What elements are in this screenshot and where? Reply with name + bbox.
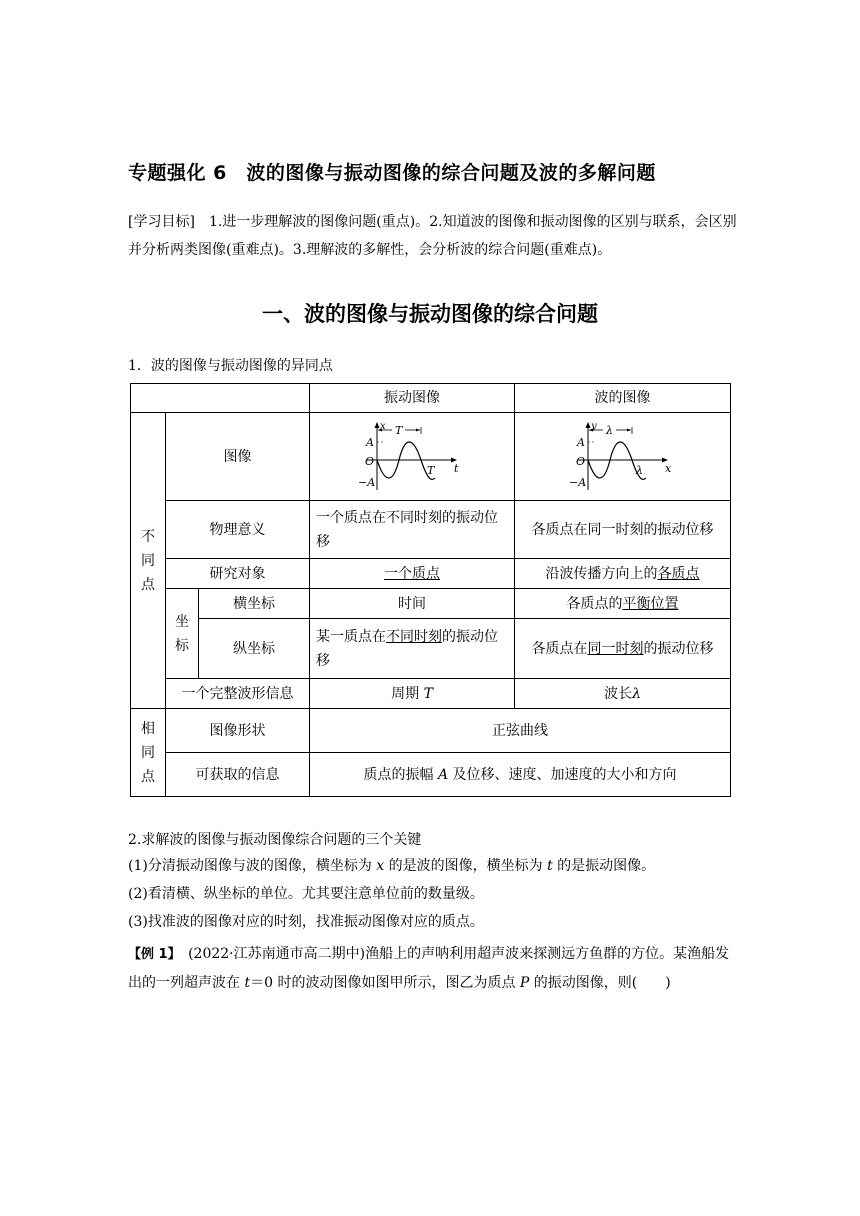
vib-period-label: T (427, 463, 435, 477)
header-vibration: 振动图像 (310, 384, 515, 413)
shape-value: 正弦曲线 (310, 709, 731, 753)
vib-amp-neg: −A (358, 475, 376, 489)
same-label-cell (131, 709, 166, 797)
example-1-var-p: P (519, 975, 530, 991)
row-label-obtain: 可获取的信息 (166, 753, 310, 797)
object-wave-underlined: 各质点 (657, 565, 700, 582)
table-row (131, 589, 731, 619)
ordinate-wave-suffix: 的振动位移 (643, 640, 714, 657)
object-wave-text: 沿波传播方向上的 (545, 565, 658, 582)
wave-graph-cell (515, 413, 731, 501)
key-3: (3)找准波的图像对应的时刻，找准振动图像对应的质点。 (128, 914, 484, 930)
info-vibration-cell (310, 679, 515, 709)
comparison-table (130, 383, 731, 797)
table-header-row (131, 384, 731, 413)
object-vibration-cell (310, 559, 515, 589)
header-wave: 波的图像 (515, 384, 731, 413)
table-row (131, 753, 731, 797)
vibration-graph-cell (310, 413, 515, 501)
vibration-graph (357, 420, 467, 494)
group-label-cell (131, 413, 166, 709)
object-vibration: 一个质点 (384, 565, 441, 582)
vib-origin: O (365, 454, 375, 468)
row-label-abscissa: 横坐标 (199, 589, 310, 619)
object-wave-cell (515, 559, 731, 589)
info-wave-var: λ (632, 685, 641, 702)
example-1 (128, 940, 740, 997)
learning-goals (128, 208, 738, 264)
ordinate-wave-underlined: 同一时刻 (587, 640, 644, 657)
coord-label: 坐标 (175, 613, 189, 654)
ordinate-vib-suffix: 的振动位移 (316, 628, 499, 669)
info-wave-cell (515, 679, 731, 709)
example-1-label: 【例 1】 (128, 947, 175, 962)
info-vib-var: T (423, 685, 433, 702)
abscissa-wave-underlined: 平衡位置 (622, 595, 679, 612)
vib-span-label: T (395, 423, 403, 437)
obtain-value-cell (310, 753, 731, 797)
table-row (131, 679, 731, 709)
row-label-object: 研究对象 (166, 559, 310, 589)
row-label-shape: 图像形状 (166, 709, 310, 753)
key-1-a: (1)分清振动图像与波的图像，横坐标为 (128, 858, 377, 874)
key-1-b: 的是波的图像，横坐标为 (384, 858, 548, 874)
info-vib-text: 周期 (391, 685, 424, 702)
keys-heading: 2.求解波的图像与振动图像综合问题的三个关键 (128, 832, 422, 848)
table-row (131, 709, 731, 753)
abscissa-wave-text: 各质点的 (566, 595, 623, 612)
key-1-var-t: t (547, 858, 553, 874)
row-label-graph: 图像 (166, 413, 310, 501)
info-wave-text: 波长 (604, 685, 633, 702)
row-label-ordinate: 纵坐标 (199, 619, 310, 679)
vib-x-axis-label: t (454, 461, 459, 475)
table-row (131, 559, 731, 589)
ordinate-wave-prefix: 各质点在 (531, 640, 588, 657)
section-title: 一、波的图像与振动图像的综合问题 (262, 302, 598, 326)
ordinate-vib-prefix: 某一质点在 (316, 628, 387, 645)
example-1-a: (2022·江苏南通市高二期中)渔船上的声呐利用超声波来探测远方鱼群的方位。某渔船发出的一列超声波在 (128, 946, 730, 991)
goals-text: 1.进一步理解波的图像问题(重点)。2.知道波的图像和振动图像的区别与联系，会区别并分析两类图像(重难点)。3.理解波的多解性，会分析波的综合问题(重难点)。 (128, 214, 737, 258)
example-1-var-t: t (244, 975, 251, 991)
ordinate-wave-cell (515, 619, 731, 679)
wave-wavelength-label: λ (635, 463, 643, 477)
wave-amp-neg: −A (568, 475, 586, 489)
meaning-vibration: 一个质点在不同时刻的振动位移 (310, 501, 515, 559)
key-1 (128, 852, 655, 880)
table-row (131, 413, 731, 501)
header-empty-cell (131, 384, 310, 413)
wave-span-label: λ (605, 423, 613, 437)
wave-amp-pos: A (576, 435, 585, 449)
group-label-different: 不同点 (141, 528, 155, 593)
wave-span-arrow-right (627, 428, 631, 431)
row-label-meaning: 物理意义 (166, 501, 310, 559)
goals-label: [学习目标] (128, 214, 195, 230)
abscissa-wave-cell (515, 589, 731, 619)
row-label-info: 一个完整波形信息 (166, 679, 310, 709)
abscissa-vibration: 时间 (310, 589, 515, 619)
vib-y-axis-label: x (380, 420, 386, 432)
wave-x-axis-label: x (664, 461, 671, 475)
meaning-wave: 各质点在同一时刻的振动位移 (515, 501, 731, 559)
example-1-c: 的振动图像，则( ) (529, 975, 671, 991)
ordinate-vib-underlined: 不同时刻 (386, 628, 443, 645)
obtain-var: A (437, 766, 449, 783)
ordinate-vibration-cell (310, 619, 515, 679)
key-1-c: 的是振动图像。 (552, 858, 656, 874)
wave-graph (568, 420, 678, 494)
example-1-b: ＝0 时的波动图像如图甲所示，图乙为质点 (250, 975, 520, 991)
table-row (131, 619, 731, 679)
key-2: (2)看清横、纵坐标的单位。尤其要注意单位前的数量级。 (128, 886, 484, 902)
vib-amp-pos: A (366, 435, 374, 449)
key-1-var-x: x (376, 858, 385, 874)
table-row (131, 501, 731, 559)
wave-origin: O (575, 454, 585, 468)
table-heading: 1．波的图像与振动图像的异同点 (128, 358, 333, 374)
group-label-same: 相同点 (141, 720, 155, 785)
obtain-text-b: 及位移、速度、加速度的大小和方向 (448, 766, 677, 783)
vib-span-arrow-right (416, 428, 420, 431)
wave-y-axis-label: y (590, 420, 597, 432)
coord-label-cell (166, 589, 199, 679)
page-title: 专题强化 6 波的图像与振动图像的综合问题及波的多解问题 (128, 162, 656, 184)
obtain-text-a: 质点的振幅 (363, 766, 438, 783)
